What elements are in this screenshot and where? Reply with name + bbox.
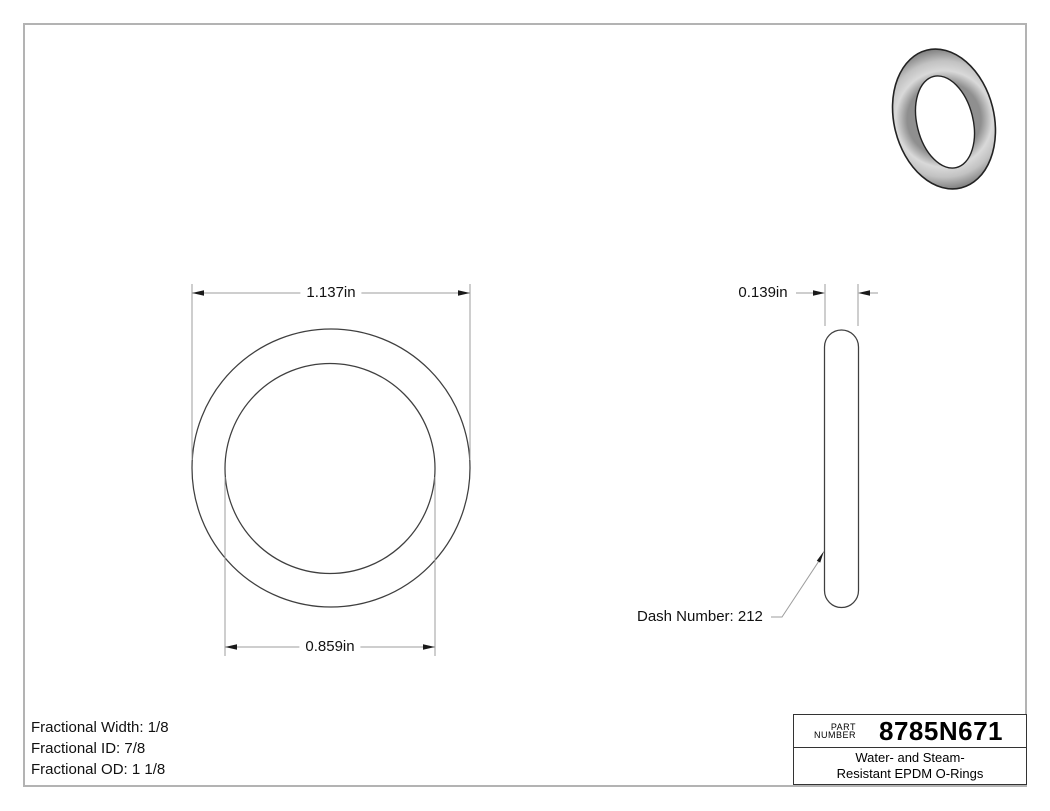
front-view-drawing (192, 329, 470, 607)
dim-arrow-left (192, 290, 204, 296)
oring-3d-render (878, 38, 1009, 200)
fractional-width-text: Fractional Width: 1/8 (31, 719, 169, 736)
part-number-row (794, 715, 1026, 748)
dim-arrow-right (423, 644, 435, 650)
oring-cross-section (825, 330, 859, 608)
od-dimension-label: 1.137in (300, 284, 361, 302)
dim-arrow-right (858, 290, 870, 296)
part-description (794, 748, 1026, 784)
dash-number-leader (771, 551, 824, 617)
title-block (793, 714, 1027, 785)
part-number-caption (794, 723, 856, 740)
dim-arrow-left (813, 290, 825, 296)
id-dimension-lines (225, 477, 435, 656)
fractional-id-text: Fractional ID: 7/8 (31, 740, 146, 757)
part-description-line2: Resistant EPDM O-Rings (836, 766, 984, 781)
oring-outer-circle (192, 329, 470, 607)
id-dimension-label: 0.859in (299, 638, 360, 656)
dim-arrow-left (225, 644, 237, 650)
part-number-value: 8785N671 (879, 715, 1003, 746)
fractional-od-text: Fractional OD: 1 1/8 (31, 761, 166, 778)
part-description-line1: Water- and Steam- (855, 749, 965, 765)
oring-inner-circle (225, 364, 435, 574)
dim-arrow-right (458, 290, 470, 296)
leader-arrowhead (817, 551, 824, 563)
side-view-drawing (825, 330, 859, 608)
dash-number-label: Dash Number: 212 (637, 608, 763, 625)
cs-dimension-label: 0.139in (732, 284, 793, 302)
part-caption-line1: PART (830, 721, 856, 732)
fractional-specs (31, 717, 169, 780)
od-dimension-lines (192, 284, 470, 460)
part-caption-line2: NUMBER (813, 730, 856, 740)
cs-dimension-lines (796, 284, 878, 326)
